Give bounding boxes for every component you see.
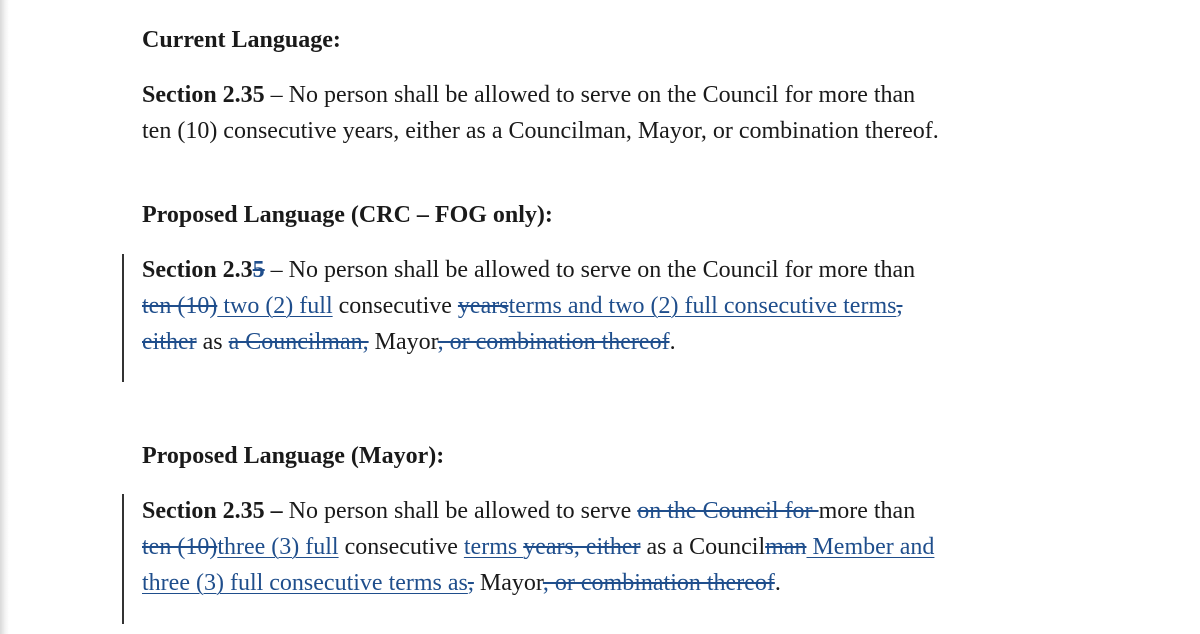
mayor-deleted-ten: ten (10) [142,534,218,560]
scanned-page-edge [0,0,9,634]
crc-deleted-ten-years: ten (10) [142,293,218,319]
mayor-section-label: Section 2.35 – [142,498,283,524]
crc-deleted-combination: , or combination thereof [437,329,670,355]
current-section-label: Section 2.35 [142,82,265,108]
mayor-line-1-end: more than [818,498,916,524]
crc-change-bar [122,254,124,382]
mayor-inserted-three-full: three (3) full [217,534,339,560]
crc-period: . [669,329,676,355]
crc-line-1 [142,252,915,288]
crc-proposal-paragraph [142,252,915,360]
current-language-paragraph [142,77,939,149]
crc-section-label: Section 2.3 [142,257,253,283]
current-line-2: ten (10) consecutive years, either as a Councilman, Mayor, or combination thereof. [142,118,939,144]
crc-deleted-years: years [457,293,509,319]
mayor-line-2 [142,529,934,565]
mayor-consecutive-text: consecutive [338,534,464,560]
mayor-deleted-years-either: years, either [523,534,641,560]
mayor-deleted-man: man [765,534,807,560]
mayor-inserted-terms: terms [463,534,524,560]
current-language-heading: Current Language: [142,27,341,53]
mayor-inserted-member: Member and [806,534,935,560]
mayor-change-bar [122,494,124,624]
mayor-proposal-heading: Proposed Language (Mayor): [142,443,445,469]
crc-line-2 [142,288,915,324]
crc-deleted-comma: , [896,293,903,319]
mayor-mayor-text: Mayor [473,570,543,596]
mayor-deleted-comma: , [467,570,474,596]
current-line-1-text: – No person shall be allowed to serve on the Council for more than [264,82,916,108]
crc-as-text: as [196,329,229,355]
crc-mayor-text: Mayor [368,329,438,355]
crc-line-3 [142,324,915,360]
crc-consecutive-text: consecutive [332,293,458,319]
mayor-deleted-combination: , or combination thereof [542,570,775,596]
crc-deleted-councilman: a Councilman, [228,329,369,355]
mayor-line-1-text: No person shall be allowed to serve [282,498,638,524]
current-line-1 [142,77,939,113]
mayor-line-3 [142,565,934,601]
crc-proposal-heading: Proposed Language (CRC – FOG only): [142,202,553,228]
crc-deleted-digit: 5 [252,257,265,283]
mayor-as-council-text: as a Council [640,534,766,560]
mayor-line-1 [142,493,934,529]
crc-deleted-either: either [142,329,197,355]
crc-line-1-text: – No person shall be allowed to serve on the Council for more than [264,257,916,283]
crc-inserted-terms: terms and two (2) full consecutive terms [508,293,897,319]
mayor-inserted-three-terms: three (3) full consecutive terms as [142,570,468,596]
mayor-proposal-paragraph [142,493,934,601]
crc-inserted-two-full: two (2) full [217,293,333,319]
mayor-deleted-council-for: on the Council for [637,498,819,524]
mayor-period: . [774,570,781,596]
